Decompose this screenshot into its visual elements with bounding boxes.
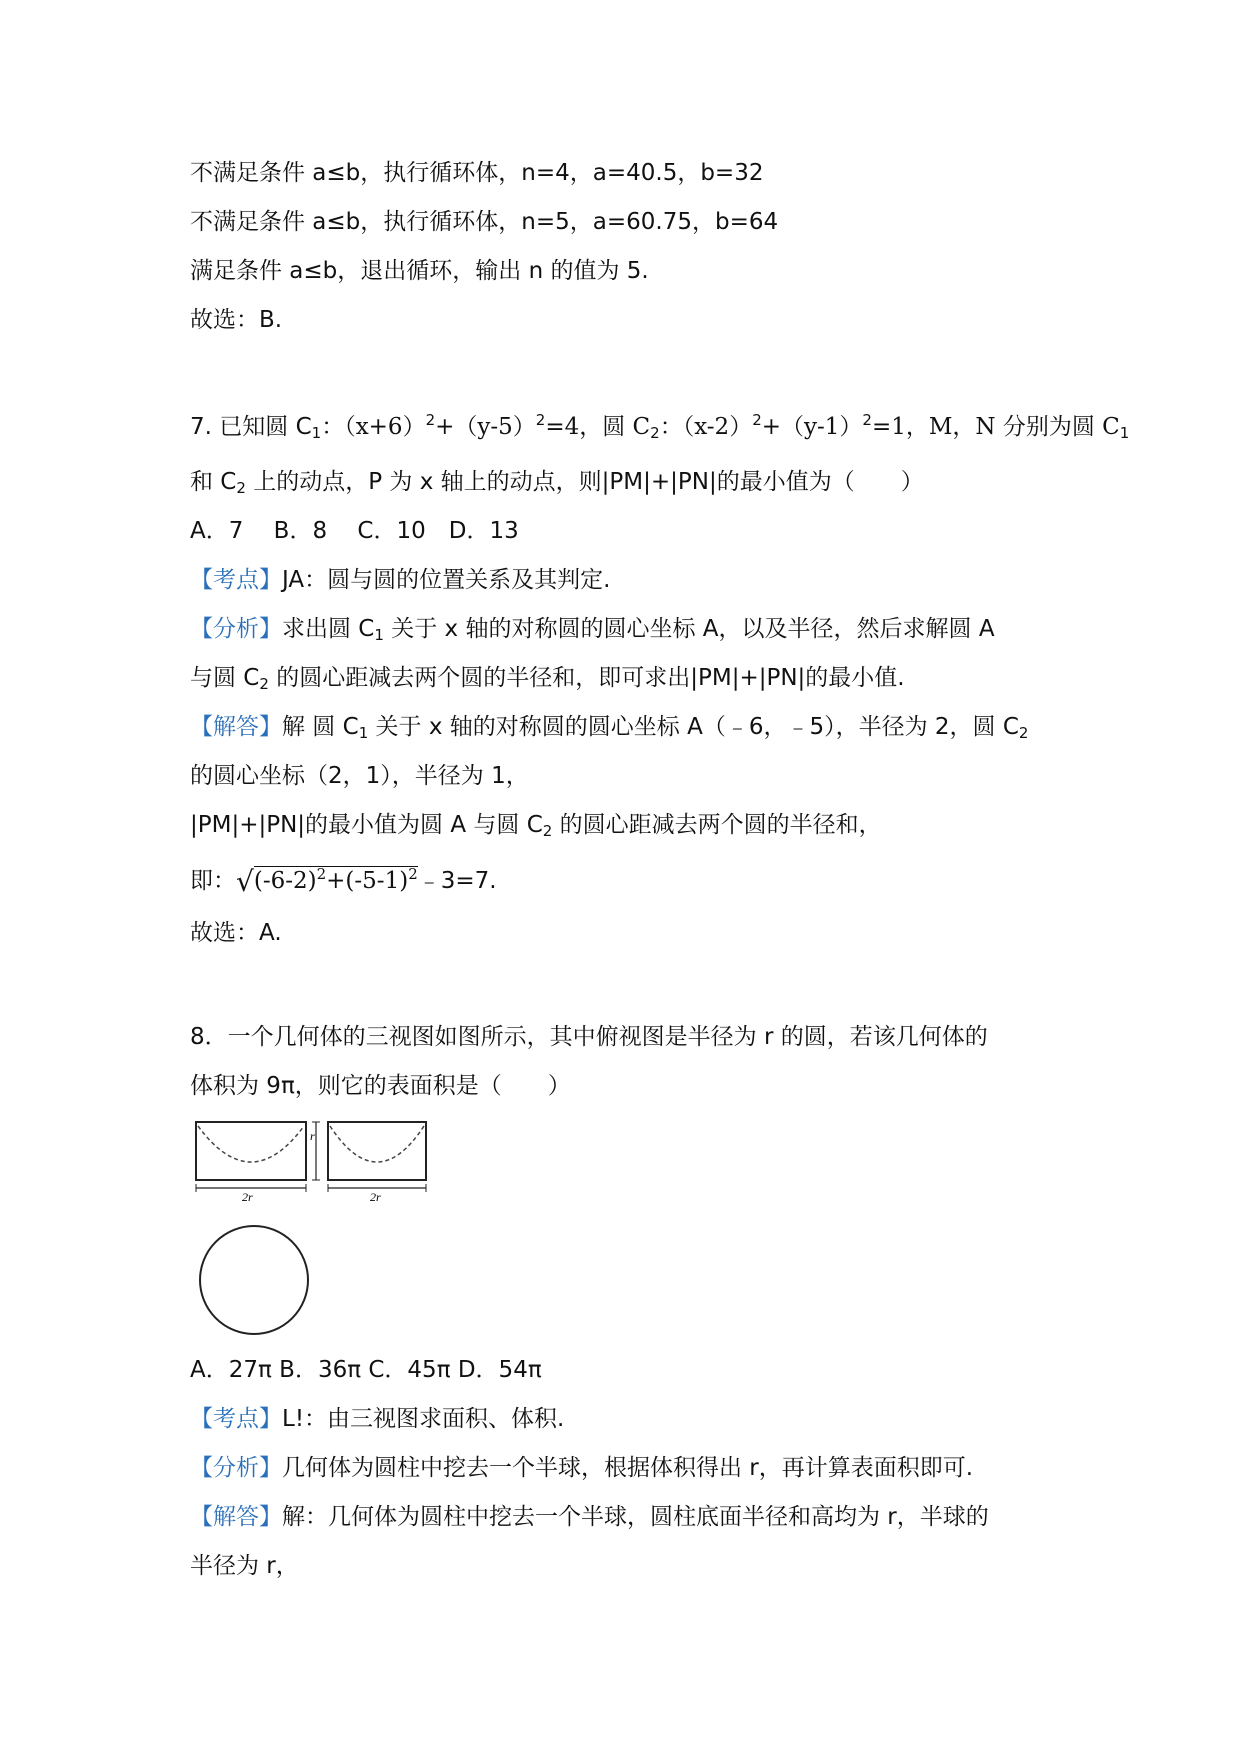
q7-jieda-2: 的圆心坐标（2，1），半径为 1， <box>190 763 529 789</box>
figure-label-r: r <box>310 1129 315 1143</box>
q7-sqrt-line <box>190 864 497 896</box>
radicand-part: +(-5-1) <box>326 868 409 894</box>
text-line: 不满足条件 a≤b，执行循环体，n=4，a=40.5，b=32 <box>190 160 764 186</box>
text: 的圆心距减去两个圆的半径和， <box>552 812 882 838</box>
equation: =4，圆 C <box>545 414 651 440</box>
figure-label-2r: 2r <box>242 1190 253 1204</box>
text: 上的动点，P 为 x 轴上的动点，则|PM|+|PN|的最小值为（ ） <box>245 469 924 495</box>
subscript: 1 <box>358 724 369 742</box>
kaodian-tag: 【考点】 <box>190 1406 282 1432</box>
text: 即： <box>190 868 236 894</box>
equation: =1，M，N 分别为圆 C <box>871 414 1120 440</box>
text: 解 圆 C <box>282 714 359 740</box>
text: 和 C <box>190 469 237 495</box>
q8-fenxi <box>190 1453 973 1483</box>
q7-stem-line1 <box>190 412 1129 442</box>
superscript: 2 <box>535 411 546 429</box>
jieda-tag: 【解答】 <box>190 1504 282 1530</box>
figure-label-2r: 2r <box>370 1190 381 1204</box>
text: 求出圆 C <box>282 616 375 642</box>
equation: +（y-1） <box>761 414 863 440</box>
fenxi-tag: 【分析】 <box>190 616 282 642</box>
superscript: 2 <box>408 865 418 883</box>
text: L!：由三视图求面积、体积. <box>282 1406 565 1432</box>
text-line: 故选：B. <box>190 307 283 333</box>
subscript: 1 <box>1119 424 1130 442</box>
q7-fenxi-2 <box>190 663 905 693</box>
equation: ：（x-2） <box>659 414 753 440</box>
q7-jieda <box>190 712 1028 742</box>
fenxi-tag: 【分析】 <box>190 1455 282 1481</box>
text: 与圆 C <box>190 665 260 691</box>
subscript: 1 <box>374 626 384 644</box>
equation: +（y-5） <box>435 414 536 440</box>
q8-jieda-2: 半径为 r， <box>190 1553 299 1579</box>
jieda-tag: 【解答】 <box>190 714 282 740</box>
text: 7. 已知圆 C <box>190 414 312 440</box>
three-view-figure <box>190 1118 470 1344</box>
radicand-part: (-6-2) <box>253 868 317 894</box>
q7-options: A．7 B．8 C．10 D．13 <box>190 518 519 544</box>
q7-kaodian <box>190 565 610 595</box>
front-view <box>196 1122 320 1204</box>
subscript: 2 <box>650 424 660 442</box>
q8-jieda <box>190 1502 989 1532</box>
subscript: 2 <box>1018 724 1029 742</box>
text: 几何体为圆柱中挖去一个半球，根据体积得出 r，再计算表面积即可. <box>282 1455 974 1481</box>
text: JA：圆与圆的位置关系及其判定. <box>282 567 611 593</box>
superscript: 2 <box>316 865 327 883</box>
superscript: 2 <box>752 411 762 429</box>
top-view-circle <box>200 1226 308 1334</box>
text: 的圆心距减去两个圆的半径和，即可求出|PM|+|PN|的最小值. <box>268 665 905 691</box>
text: 关于 x 轴的对称圆的圆心坐标 A，以及半径，然后求解圆 A <box>383 616 995 642</box>
text: 解：几何体为圆柱中挖去一个半球，圆柱底面半径和高均为 r，半球的 <box>282 1504 989 1530</box>
text: |PM|+|PN|的最小值为圆 A 与圆 C <box>190 812 543 838</box>
equation: ：（x+6） <box>321 414 426 440</box>
subscript: 1 <box>311 424 322 442</box>
superscript: 2 <box>425 411 436 429</box>
text-line: 不满足条件 a≤b，执行循环体，n=5，a=60.75，b=64 <box>190 209 779 235</box>
subscript: 2 <box>259 675 269 693</box>
subscript: 2 <box>542 822 553 840</box>
superscript: 2 <box>862 411 872 429</box>
sqrt-sign: √ <box>236 865 254 898</box>
text: ﹣3=7. <box>417 868 497 894</box>
text: 关于 x 轴的对称圆的圆心坐标 A（﹣6，﹣5），半径为 2，圆 C <box>368 714 1019 740</box>
kaodian-tag: 【考点】 <box>190 567 282 593</box>
q8-kaodian <box>190 1404 564 1434</box>
subscript: 2 <box>236 479 246 497</box>
q8-stem-line1: 8．一个几何体的三视图如图所示，其中俯视图是半径为 r 的圆，若该几何体的 <box>190 1024 988 1050</box>
q7-jieda-3 <box>190 810 882 840</box>
q7-guxuan: 故选：A. <box>190 920 282 946</box>
sqrt-radicand <box>254 866 418 894</box>
q7-fenxi <box>190 614 995 644</box>
side-view <box>328 1122 426 1204</box>
q8-options: A．27π B．36π C．45π D．54π <box>190 1357 542 1383</box>
q7-stem-line2 <box>190 467 924 497</box>
q8-stem-line2: 体积为 9π，则它的表面积是（ ） <box>190 1073 571 1099</box>
text-line: 满足条件 a≤b，退出循环，输出 n 的值为 5. <box>190 258 649 284</box>
